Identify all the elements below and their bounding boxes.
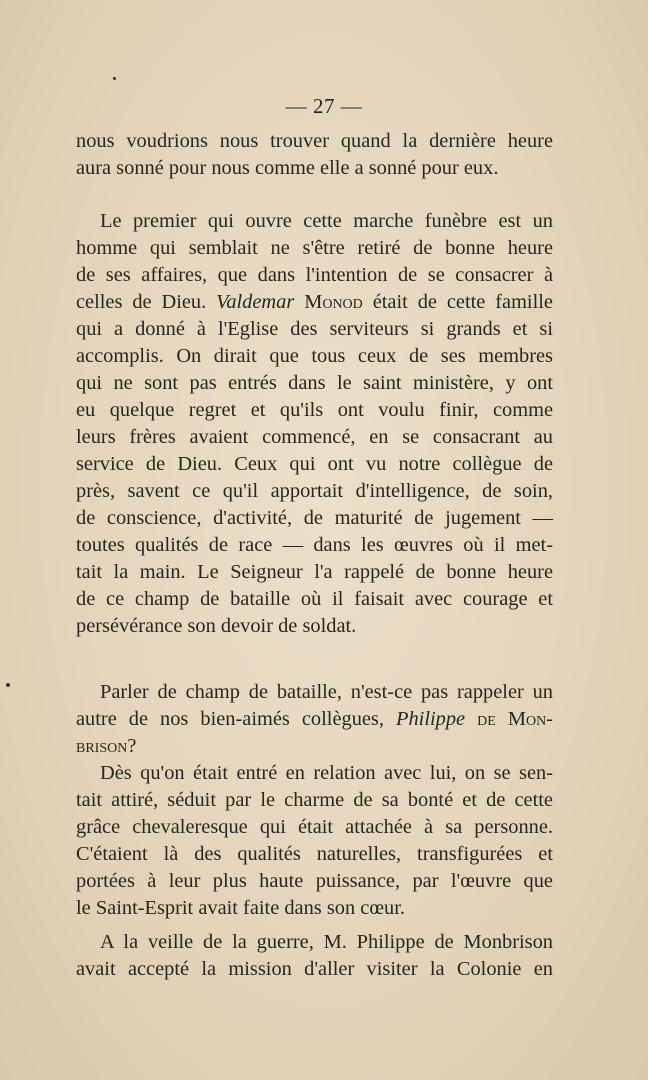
text-line: accomplis. On dirait que tous ceux de ses membres: [76, 345, 553, 367]
text-line-with-name: [76, 706, 553, 733]
text-line: le Saint-Esprit avait faite dans son cœur.: [76, 897, 405, 919]
text-fragment: était de cette famille: [372, 291, 553, 313]
text-line-with-name: [76, 733, 553, 760]
text-line: service de Dieu. Ceux qui ont vu notre collègue de: [76, 453, 553, 475]
text-line: eu quelque regret et qu'ils ont voulu finir, comme: [76, 399, 553, 421]
person-last-name: Monod: [304, 291, 363, 313]
text-line: C'étaient là des qualités naturelles, transfigurées et: [76, 843, 553, 865]
paragraph-monbrison-intro: [76, 679, 553, 760]
person-last-name: brison: [76, 735, 128, 757]
text-line: tait la main. Le Seigneur l'a rappelé de bonne heure: [76, 561, 553, 583]
text-line: qui ne sont pas entrés dans le saint ministère, y ont: [76, 372, 553, 394]
person-first-name: Philippe: [396, 708, 466, 730]
ink-speck: [113, 77, 116, 80]
text-line: Dès qu'on était entré en relation avec lui, on se sen-: [100, 762, 553, 784]
paragraph-monod: [76, 208, 553, 640]
text-line: de ses affaires, que dans l'intention de se consacrer à: [76, 264, 553, 286]
text-line: près, savent ce qu'il apportait d'intelligence, de soin,: [76, 480, 553, 502]
text-line: tait attiré, séduit par le charme de sa bonté et de cette: [76, 789, 553, 811]
page-number: — 27 —: [285, 94, 363, 118]
ink-speck: [6, 683, 10, 687]
text-line: Le premier qui ouvre cette marche funèbre est un: [100, 210, 553, 232]
text-line: de conscience, d'activité, de maturité de jugement —: [76, 507, 553, 529]
name-particle: de: [477, 708, 496, 730]
text-line: leurs frères avaient commencé, en se consacrant au: [76, 426, 553, 448]
text-line: persévérance son devoir de soldat.: [76, 615, 357, 637]
text-fragment: autre de nos bien-aimés collègues,: [76, 708, 384, 730]
text-line-with-name: [76, 289, 553, 316]
text-line: avait accepté la mission d'aller visiter la Colonie en: [76, 958, 553, 980]
text-line: aura sonné pour nous comme elle a sonné pour eux.: [76, 157, 499, 179]
text-line: portées à leur plus haute puissance, par l'œuvre que: [76, 870, 553, 892]
text-line: qui a donné à l'Eglise des serviteurs si grands et si: [76, 318, 553, 340]
text-fragment: celles de Dieu.: [76, 291, 207, 313]
text-line: homme qui semblait ne s'être retiré de bonne heure: [76, 237, 553, 259]
paragraph-monbrison-character: [76, 760, 553, 922]
text-line: grâce chevaleresque qui était attachée à sa personne.: [76, 816, 553, 838]
person-first-name: Valdemar: [216, 291, 295, 313]
paragraph-guerre: [76, 929, 553, 983]
text-line: toutes qualités de race — dans les œuvres où il met-: [76, 534, 553, 556]
text-fragment: ?: [127, 735, 137, 757]
text-line: A la veille de la guerre, M. Philippe de Monbrison: [100, 931, 553, 953]
text-line: Parler de champ de bataille, n'est-ce pas rappeler un: [100, 681, 553, 703]
paragraph-continuation: [76, 128, 553, 182]
text-line: de ce champ de bataille où il faisait avec courage et: [76, 588, 553, 610]
person-last-name: Mon-: [507, 708, 553, 730]
text-line: nous voudrions nous trouver quand la dernière heure: [76, 130, 553, 152]
